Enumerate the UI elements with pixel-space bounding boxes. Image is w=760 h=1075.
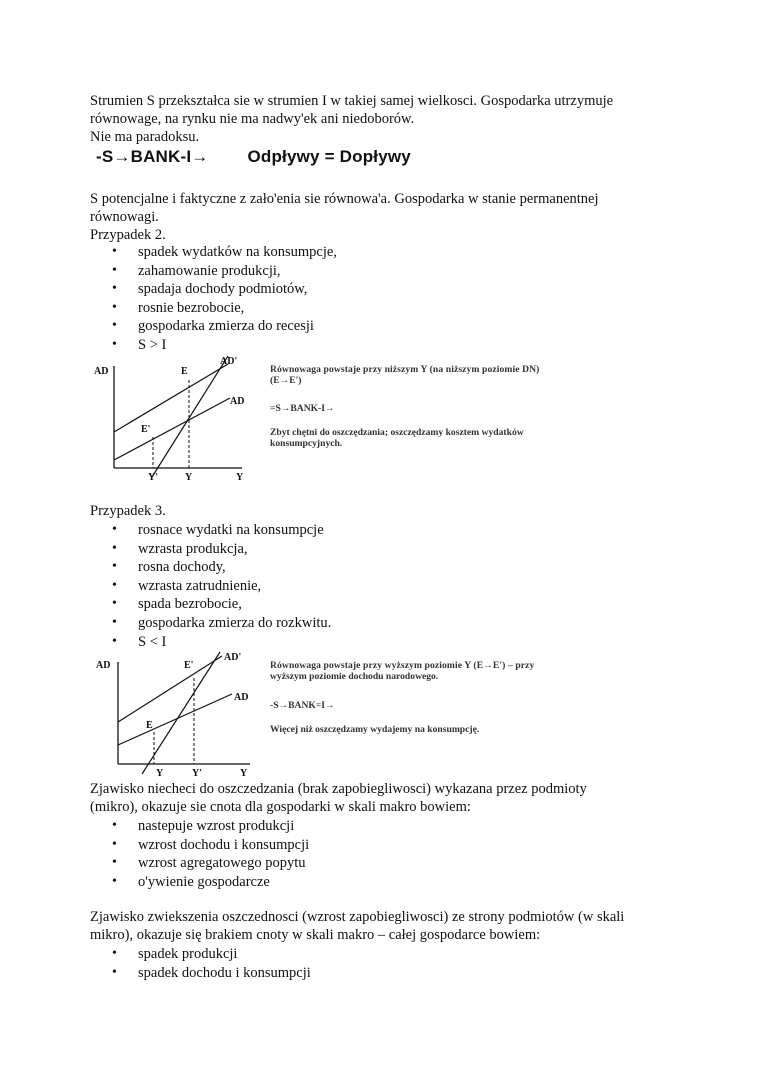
thrift-paragraph: [90, 908, 670, 944]
case3-list: [90, 521, 331, 651]
list-item: • rosnace wydatki na konsumpcje: [90, 521, 331, 540]
case2-diagram: [92, 352, 262, 486]
case2-note-2: =S→BANK-I→: [270, 403, 335, 414]
case2-list: [90, 243, 337, 355]
virtue-paragraph: [90, 780, 670, 816]
ad-prime-label: AD': [220, 356, 238, 367]
intro-line-1: Strumien S przekształca sie w strumien I w takiej samej wielkosci. Gospodarka utrzymuje: [90, 93, 614, 109]
case3-note-3: Więcej niż oszczędzamy wydajemy na konsumpcję.: [270, 724, 480, 735]
thrift-list: [90, 945, 311, 982]
flow-left: -S→BANK-I→: [96, 147, 209, 166]
intro-paragraph: [90, 92, 670, 146]
list-item: • gospodarka zmierza do recesji: [90, 317, 337, 336]
list-item: • rosna dochody,: [90, 558, 331, 577]
intro-line-3: Nie ma paradoksu.: [90, 129, 200, 145]
ad-line: [114, 398, 230, 460]
list-item: • wzrost agregatowego popytu: [90, 854, 309, 873]
list-item: • spadek produkcji: [90, 945, 311, 964]
point-e-prime-label: E': [141, 424, 151, 435]
assumption-line-2: równowagi.: [90, 209, 159, 225]
ad-line: [118, 694, 232, 745]
ad-label: AD: [230, 396, 245, 407]
assumption-paragraph: [90, 190, 670, 244]
virtue-list: [90, 817, 309, 891]
list-item: • S > I: [90, 336, 337, 355]
list-item: • wzrost dochodu i konsumpcji: [90, 836, 309, 855]
y-axis-label: Y: [240, 768, 248, 779]
ad-axis-label: AD: [96, 660, 111, 671]
list-item: • o'ywienie gospodarcze: [90, 873, 309, 892]
list-item: • spada bezrobocie,: [90, 595, 331, 614]
virtue-line-2: (mikro), okazuje sie cnota dla gospodarki w skali makro bowiem:: [90, 799, 471, 815]
ad-prime-line: [114, 364, 228, 432]
assumption-line-1: S potencjalne i faktyczne z zało'enia sie równowa'a. Gospodarka w stanie permanentnej: [90, 191, 599, 207]
y-axis-label: Y: [236, 472, 244, 483]
point-e-label: E: [146, 720, 153, 731]
case2-notes: [270, 364, 600, 449]
y-tick-label: Y: [156, 768, 164, 779]
case3-title: Przypadek 3.: [90, 503, 166, 519]
y-prime-tick-label: Y': [148, 472, 158, 483]
case3-note-1b: wyższym poziomie dochodu narodowego.: [270, 671, 439, 682]
y-tick-label: Y: [185, 472, 193, 483]
case3-diagram: [92, 648, 262, 782]
case3-note-1a: Równowaga powstaje przy wyższym poziomie Y (E→E') – przy: [270, 660, 535, 671]
ad-prime-line: [118, 656, 222, 722]
thrift-line-1: Zjawisko zwiekszenia oszczednosci (wzrost zapobiegliwosci) ze strony podmiotów (w skali: [90, 909, 625, 925]
list-item: • spadek wydatków na konsumpcje,: [90, 243, 337, 262]
list-item: • gospodarka zmierza do rozkwitu.: [90, 614, 331, 633]
y-prime-tick-label: Y': [192, 768, 202, 779]
case3-notes: [270, 660, 600, 735]
thrift-line-2: mikro), okazuje się brakiem cnoty w skali makro – całej gospodarce bowiem:: [90, 927, 541, 943]
case2-note-3a: Zbyt chętni do oszczędzania; oszczędzamy kosztem wydatków: [270, 427, 524, 438]
case2-note-1a: Równowaga powstaje przy niższym Y (na niższym poziomie DN): [270, 364, 540, 375]
flow-equation: Odpływy = Dopływy: [247, 147, 411, 166]
list-item: • spadaja dochody podmiotów,: [90, 280, 337, 299]
case2-note-3b: konsumpcyjnych.: [270, 438, 343, 449]
case2-note-1b: (E→E'): [270, 375, 302, 386]
virtue-line-1: Zjawisko niecheci do oszczedzania (brak zapobiegliwosci) wykazana przez podmioty: [90, 781, 587, 797]
point-e-prime-label: E': [184, 660, 194, 671]
list-item: • rosnie bezrobocie,: [90, 299, 337, 318]
case2-title: Przypadek 2.: [90, 227, 166, 243]
diagonal-45-line: [152, 356, 228, 477]
diagonal-45-line: [142, 652, 220, 774]
list-item: • wzrasta zatrudnienie,: [90, 577, 331, 596]
ad-prime-label: AD': [224, 652, 242, 663]
flow-formula: [96, 147, 411, 167]
ad-label: AD: [234, 692, 249, 703]
list-item: • wzrasta produkcja,: [90, 540, 331, 559]
intro-line-2: równowage, na rynku nie ma nadwy'ek ani niedoborów.: [90, 111, 415, 127]
list-item: • zahamowanie produkcji,: [90, 262, 337, 281]
list-item: • spadek dochodu i konsumpcji: [90, 964, 311, 983]
case3-note-2: -S→BANK=I→: [270, 700, 335, 711]
ad-axis-label: AD: [94, 366, 109, 377]
point-e-label: E: [181, 366, 188, 377]
list-item: • S < I: [90, 633, 331, 652]
list-item: • nastepuje wzrost produkcji: [90, 817, 309, 836]
